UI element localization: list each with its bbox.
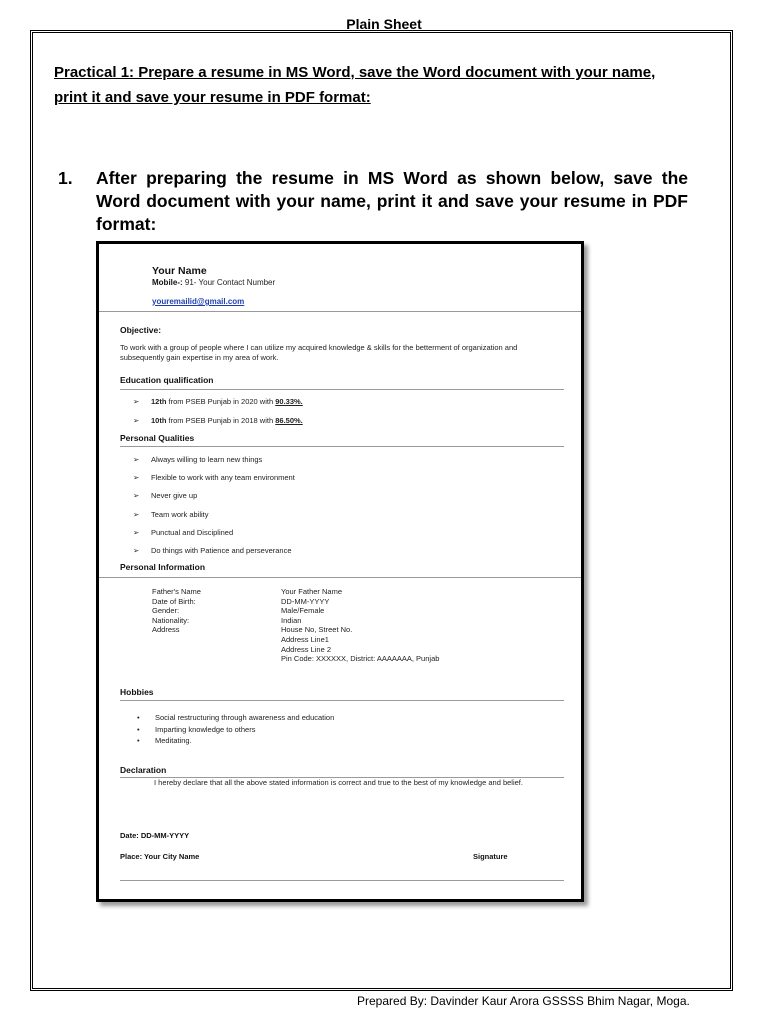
header-divider: [99, 311, 581, 312]
list-item: [137, 713, 334, 725]
info-label: Father's Name: [152, 587, 201, 596]
qualities-list: [133, 455, 295, 564]
info-label: Nationality:: [152, 615, 190, 625]
education-detail: from PSEB Punjab in 2020 with: [166, 397, 276, 406]
list-item: [133, 397, 303, 416]
info-value: DD-MM-YYYY: [281, 596, 330, 606]
quality-text: Never give up: [151, 491, 198, 501]
objective-text: To work with a group of people where I can utilize my acquired knowledge & skills for the betterment of organization and subsequently gain expertise in my area of work.: [120, 343, 518, 362]
bottom-divider: [120, 880, 564, 881]
personal-info-values: [281, 587, 439, 664]
list-item: [133, 473, 295, 491]
practical-line-2: print it and save your resume in PDF format:: [54, 89, 371, 106]
dot-bullet-icon: •: [137, 713, 140, 722]
dot-bullet-icon: •: [137, 724, 140, 734]
list-item: [133, 491, 295, 509]
qualities-divider: [120, 446, 564, 447]
arrow-bullet-icon: ➢: [133, 397, 140, 406]
list-item: [137, 736, 334, 748]
education-divider: [120, 389, 564, 390]
quality-text: Team work ability: [151, 509, 209, 519]
info-label: Date of Birth:: [152, 596, 196, 606]
arrow-bullet-icon: ➢: [133, 473, 140, 483]
info-label: Gender:: [152, 606, 180, 616]
education-score: 90.33%.: [275, 397, 303, 406]
step-instruction: [58, 167, 688, 236]
education-score: 86.50%.: [275, 416, 303, 425]
hobbies-list: [137, 713, 334, 748]
info-value: Male/Female: [281, 606, 325, 616]
arrow-bullet-icon: ➢: [133, 509, 140, 519]
info-value: Indian: [281, 615, 302, 625]
personal-info-labels: [152, 587, 201, 635]
resume-name: Your Name: [152, 265, 207, 277]
info-value: Address Line 2: [281, 644, 332, 654]
personal-info-divider: [99, 577, 581, 578]
arrow-bullet-icon: ➢: [133, 545, 140, 555]
quality-text: Punctual and Disciplined: [151, 527, 234, 537]
hobbies-divider: [120, 700, 564, 701]
education-grade: 12th: [151, 397, 167, 406]
footer-credit: Prepared By: Davinder Kaur Arora GSSSS Bhim Nagar, Moga.: [357, 994, 690, 1008]
education-list: [133, 397, 303, 435]
arrow-bullet-icon: ➢: [133, 416, 140, 425]
hobby-text: Social restructuring through awareness and education: [155, 713, 335, 722]
info-value: Address Line1: [281, 634, 329, 644]
quality-text: Do things with Patience and perseverance: [151, 545, 292, 555]
list-item: [133, 510, 295, 528]
sheet-title: Plain Sheet: [346, 16, 422, 32]
practical-line-1: Practical 1: Prepare a resume in MS Word, save the Word document with your name,: [54, 64, 656, 81]
dot-bullet-icon: •: [137, 736, 140, 745]
step-text: After preparing the resume in MS Word as shown below, save the Word document with your name, print it and save your resume in PDF format:: [96, 168, 688, 234]
declaration-text: I hereby declare that all the above stated information is correct and true to the best of my knowledge and belief.: [154, 778, 523, 787]
objective-heading: Objective:: [120, 325, 162, 335]
place-line: Place: Your City Name: [120, 852, 200, 861]
hobby-text: Imparting knowledge to others: [155, 724, 256, 734]
practical-heading: [54, 60, 714, 110]
step-number: 1.: [58, 168, 73, 188]
info-label: Address: [152, 625, 180, 635]
resume-mobile: [152, 278, 275, 287]
mobile-label: Mobile-:: [152, 278, 183, 287]
education-detail: from PSEB Punjab in 2018 with: [166, 416, 276, 425]
date-line: Date: DD-MM-YYYY: [120, 831, 190, 840]
list-item: [137, 725, 334, 737]
qualities-heading: Personal Qualities: [120, 433, 195, 443]
resume-email-link[interactable]: youremailid@gmail.com: [152, 297, 245, 306]
hobbies-heading: Hobbies: [120, 687, 154, 697]
resume-sample: [96, 241, 584, 902]
signature-label: Signature: [473, 852, 508, 861]
list-item: [133, 455, 295, 473]
arrow-bullet-icon: ➢: [133, 491, 140, 501]
info-value: Pin Code: XXXXXX, District: AAAAAAA, Punjab: [281, 654, 440, 664]
list-item: [133, 528, 295, 546]
mobile-value: 91- Your Contact Number: [182, 278, 276, 287]
arrow-bullet-icon: ➢: [133, 455, 140, 464]
arrow-bullet-icon: ➢: [133, 527, 140, 537]
info-value: House No, Street No.: [281, 625, 353, 635]
education-grade: 10th: [151, 416, 167, 425]
personal-info-heading: Personal Information: [120, 562, 206, 572]
info-value: Your Father Name: [281, 587, 343, 596]
education-heading: Education qualification: [120, 375, 214, 385]
quality-text: Flexible to work with any team environment: [151, 473, 295, 483]
declaration-heading: Declaration: [120, 765, 167, 775]
quality-text: Always willing to learn new things: [151, 455, 263, 464]
hobby-text: Meditating.: [155, 736, 192, 745]
